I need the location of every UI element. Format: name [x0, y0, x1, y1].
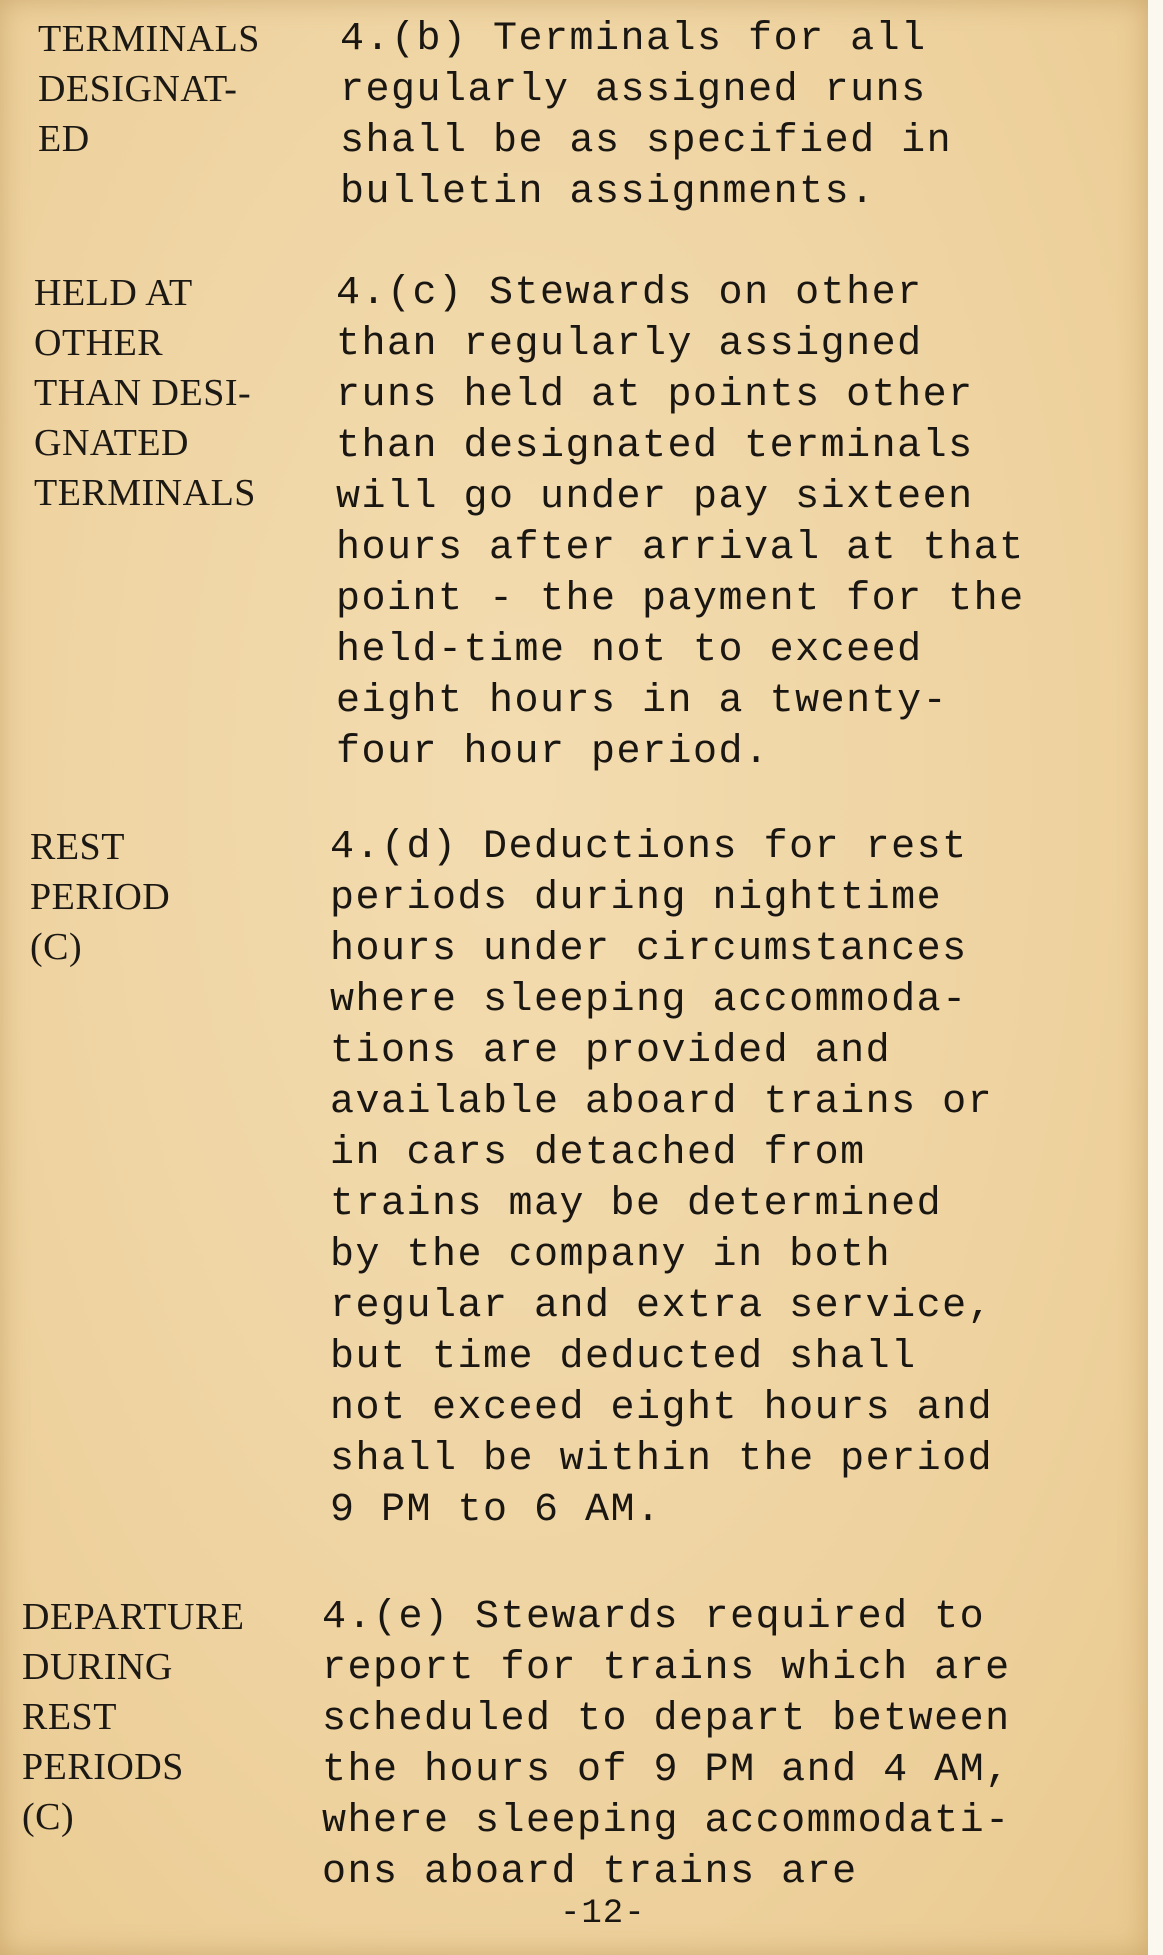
body-line: 4.(e) Stewards required to: [322, 1595, 986, 1640]
heading-line: REST: [22, 1696, 117, 1738]
section-body-text: [322, 1592, 1132, 1898]
body-line: where sleeping accommoda-: [330, 978, 968, 1023]
body-line: eight hours in a twenty-: [336, 679, 949, 724]
heading-line: REST: [30, 826, 125, 868]
body-line: where sleeping accommodati-: [322, 1799, 1011, 1844]
body-line: 4.(d) Deductions for rest: [330, 825, 968, 870]
heading-line: PERIODS: [22, 1746, 184, 1788]
heading-line: (C): [22, 1796, 75, 1838]
body-line: 4.(b) Terminals for all: [340, 17, 927, 62]
body-line: held-time not to exceed: [336, 628, 923, 673]
heading-line: TERMINALS: [34, 472, 256, 514]
body-line: bulletin assignments.: [340, 170, 876, 215]
body-line: report for trains which are: [322, 1646, 1011, 1691]
body-line: but time deducted shall: [330, 1335, 917, 1380]
body-line: than designated terminals: [336, 424, 974, 469]
heading-line: HELD AT: [34, 272, 193, 314]
body-line: regular and extra service,: [330, 1284, 994, 1329]
body-line: 4.(c) Stewards on other: [336, 271, 923, 316]
body-line: than regularly assigned: [336, 322, 923, 367]
section-body-text: [336, 268, 1146, 778]
heading-line: ED: [38, 118, 90, 160]
section-margin-heading: [38, 14, 338, 164]
body-line: will go under pay sixteen: [336, 475, 974, 520]
body-line: runs held at points other: [336, 373, 974, 418]
paper-edge: [1148, 0, 1163, 1955]
heading-line: PERIOD: [30, 876, 171, 918]
body-line: hours under circumstances: [330, 927, 968, 972]
body-line: regularly assigned runs: [340, 68, 927, 113]
body-line: tions are provided and: [330, 1029, 892, 1074]
section-margin-heading: [30, 822, 330, 972]
section-body-text: [330, 822, 1140, 1536]
body-line: trains may be determined: [330, 1182, 943, 1227]
body-line: periods during nighttime: [330, 876, 943, 921]
body-line: point - the payment for the: [336, 577, 1025, 622]
heading-line: THAN DESI-: [34, 372, 252, 414]
heading-line: GNATED: [34, 422, 189, 464]
section-margin-heading: [22, 1592, 322, 1842]
body-line: not exceed eight hours and: [330, 1386, 994, 1431]
heading-line: TERMINALS: [38, 18, 260, 60]
body-line: four hour period.: [336, 730, 770, 775]
heading-line: (C): [30, 926, 83, 968]
section-body-text: [340, 14, 1150, 218]
body-line: available aboard trains or: [330, 1080, 994, 1125]
heading-line: DEPARTURE: [22, 1596, 245, 1638]
heading-line: DESIGNAT-: [38, 68, 238, 110]
page-number: -12-: [560, 1895, 646, 1933]
body-line: the hours of 9 PM and 4 AM,: [322, 1748, 1011, 1793]
body-line: in cars detached from: [330, 1131, 866, 1176]
body-line: ons aboard trains are: [322, 1850, 858, 1895]
body-line: scheduled to depart between: [322, 1697, 1011, 1742]
body-line: shall be as specified in: [340, 119, 953, 164]
body-line: 9 PM to 6 AM.: [330, 1488, 662, 1533]
body-line: shall be within the period: [330, 1437, 994, 1482]
section-margin-heading: [34, 268, 334, 518]
heading-line: OTHER: [34, 322, 164, 364]
heading-line: DURING: [22, 1646, 173, 1688]
body-line: by the company in both: [330, 1233, 892, 1278]
body-line: hours after arrival at that: [336, 526, 1025, 571]
